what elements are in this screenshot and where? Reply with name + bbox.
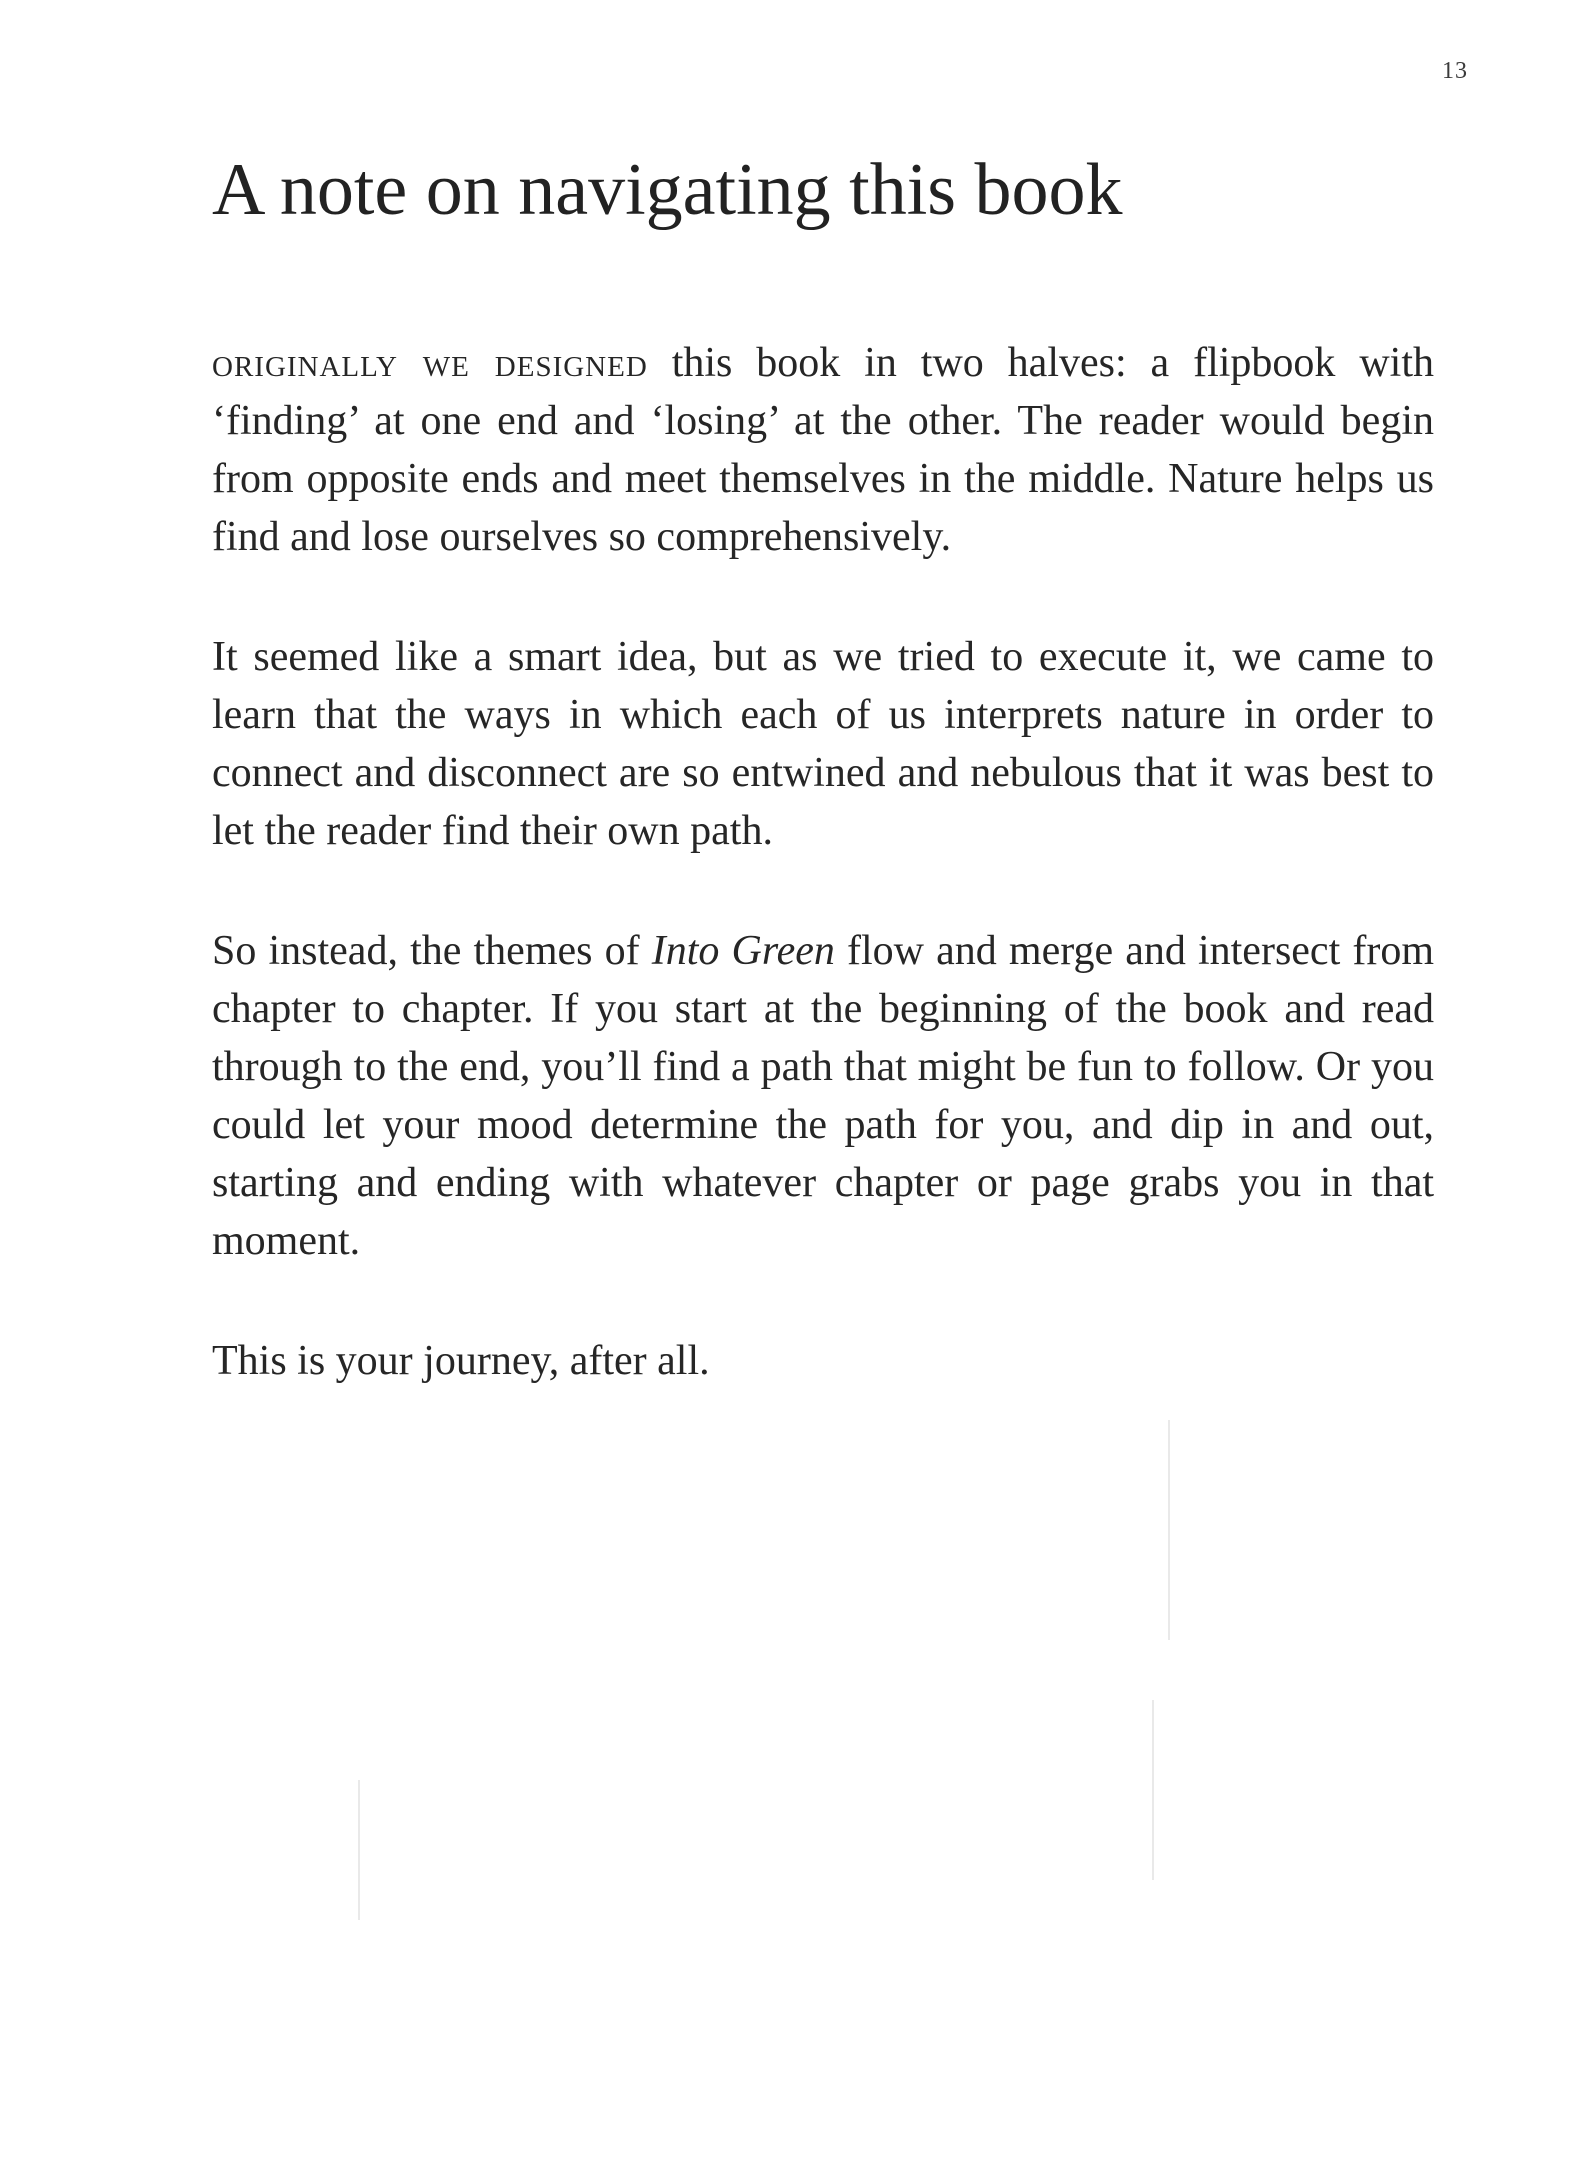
paragraph-3-before: So instead, the themes of — [212, 928, 652, 974]
paragraph-3 — [212, 922, 1434, 1270]
paragraph-2: It seemed like a smart idea, but as we tried to execute it, we came to learn that the ways in which each of us interprets nature in order to connect and disconnect are so entwined and nebulous that it was best to let the reader find their own path. — [212, 634, 1434, 854]
page-title: A note on navigating this book — [212, 149, 1123, 231]
paragraph-4: This is your journey, after all. — [212, 1338, 710, 1384]
book-title: Into Green — [651, 928, 835, 974]
paragraph-1-text: this book in two halves: a flipbook with ‘finding’ at one end and ‘losing’ at the other. The reader would begin from opposite ends and meet themselves in the middle. Nature helps us find and lose ourselves so comprehensively. — [212, 340, 1434, 560]
scan-artifact — [1152, 1700, 1154, 1880]
scan-artifact — [1168, 1420, 1170, 1640]
paragraph-3-after: flow and merge and intersect from chapter to chapter. If you start at the beginning of the book and read through to the end, you’ll find a path that might be fun to follow. Or you could let your mood determine the path for you, and dip in and out, starting and ending with whatever chapter or page grabs you in that moment. — [212, 928, 1435, 1264]
scan-artifact — [358, 1780, 360, 1920]
body-text — [212, 334, 1434, 1452]
page-number: 13 — [1442, 58, 1468, 84]
paragraph-lead-in: originally we designed — [212, 340, 648, 386]
paragraph-1 — [212, 334, 1434, 566]
